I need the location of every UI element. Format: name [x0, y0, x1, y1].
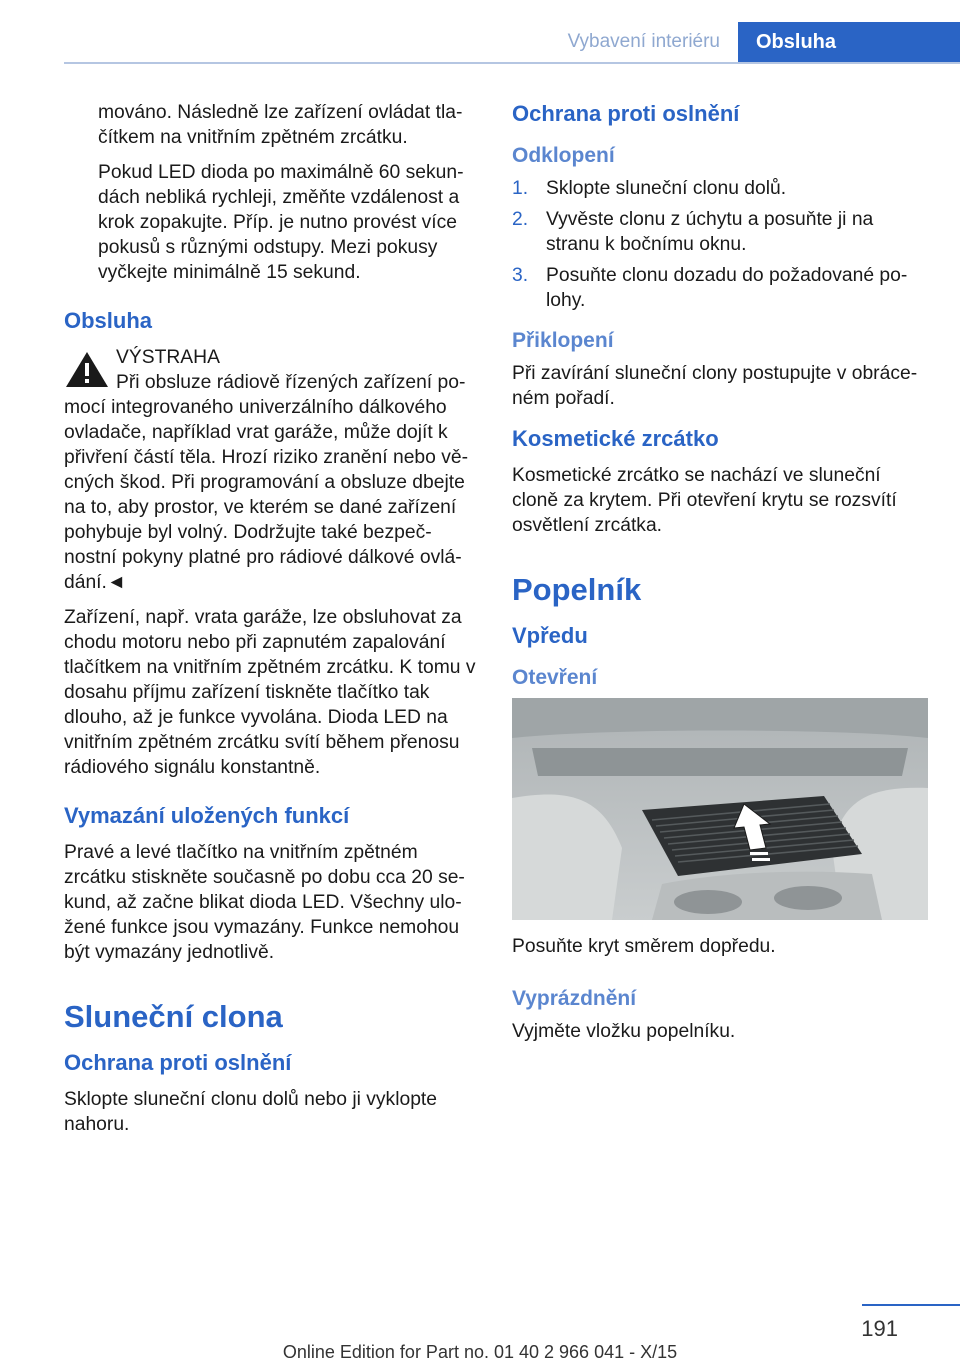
section-heading-ochrana: Ochrana proti oslnění	[64, 1050, 292, 1075]
paragraph: mováno. Následně lze zařízení ovládat tla- čítkem na vnitřním zpětném zrcátku.	[98, 102, 463, 148]
left-column	[64, 100, 484, 1147]
section-heading-ochrana: Ochrana proti oslnění	[512, 101, 740, 126]
step-text: Posuňte clonu dozadu do požadované po- lohy.	[546, 265, 908, 311]
step-number: 1.	[512, 178, 529, 199]
list-item	[512, 263, 932, 313]
step-text: Vyvěste clonu z úchytu a posuňte ji na stranu k bočnímu oknu.	[546, 209, 874, 255]
section-heading-kosmeticke: Kosmetické zrcátko	[512, 426, 719, 451]
list-item	[512, 176, 932, 201]
page-footer	[0, 1302, 960, 1362]
edition-note: Online Edition for Part no. 01 40 2 966 041 - X/15	[282, 1342, 678, 1362]
paragraph: Pravé a levé tlačítko na vnitřním zpětném zrcátku stiskněte současně po dobu cca 20 se- kund, až začne blikat dioda LED. Všechny ulo- žené funkce jsou vymazány. Funkce nemohou být vymazány jednotlivě.	[64, 842, 465, 963]
paragraph: Zařízení, např. vrata garáže, lze obsluhovat za chodu motoru nebo při zapnutém zapalování tlačítkem na vnitřním zpětném zrcátku. K tomu v dosahu příjmu zařízení tiskněte tlačítko tak dlouho, až je funkce vyvolána. Dioda LED na vnitřním zpětném zrcátku svítí během přenosu rádiového signálu konstantně.	[64, 607, 476, 778]
section-heading-vymazani: Vymazání uložených funkcí	[64, 803, 350, 828]
paragraph: Pokud LED dioda po maximálně 60 sekun- dách nebliká rychleji, změňte vzdálenost a krok zopakujte. Příp. je nutno provést více pokusů s různými odstupy. Mezi pokusy vyčkejte minimálně 15 sekund.	[98, 162, 464, 283]
ashtray-illustration	[512, 698, 928, 920]
warning-text: Při obsluze rádiově řízených zařízení po- mocí integrovaného univerzálního dálkového ovladače, například vrat garáže, může dojít k přivření částí těla. Hrozí riziko zranění nebo vě- cných škod. Při programování a obsluze dbejte na to, aby prostor, ve kterém se dané zařízení pohybuje byl volný. Dodržujte také bezpeč- nostní pokyny platné pro rádiové dálkové ovlá- dání.◄	[64, 372, 469, 593]
subheading-priklopeni: Přiklopení	[512, 329, 614, 352]
chapter-heading-popelnik: Popelník	[512, 572, 642, 607]
right-column	[512, 100, 932, 1054]
page-number: 191	[861, 1316, 898, 1341]
list-item	[512, 207, 932, 257]
step-text: Sklopte sluneční clonu dolů.	[546, 178, 787, 199]
paragraph: Při zavírání sluneční clony postupujte v obráce- ném pořadí.	[512, 363, 918, 409]
header-chapter-tab: Obsluha	[738, 22, 960, 62]
section-heading-vpredu: Vpředu	[512, 623, 588, 648]
step-number: 2.	[512, 209, 529, 230]
page-header	[64, 22, 960, 62]
header-rule	[64, 62, 960, 64]
step-number: 3.	[512, 265, 529, 286]
warning-icon	[64, 349, 110, 389]
subheading-otevreni: Otevření	[512, 666, 598, 689]
paragraph: Kosmetické zrcátko se nachází ve sluneční cloně za krytem. Při otevření krytu se rozsvítí osvětlení zrcátka.	[512, 465, 897, 536]
subheading-vyprazdneni: Vyprázdnění	[512, 987, 637, 1010]
footer-rule	[862, 1304, 960, 1306]
header-section-title: Vybavení interiéru	[567, 31, 720, 52]
paragraph: Sklopte sluneční clonu dolů nebo ji vyklopte nahoru.	[64, 1089, 438, 1135]
paragraph: Vyjměte vložku popelníku.	[512, 1021, 736, 1042]
steps-list	[512, 176, 932, 313]
subheading-odklopeni: Odklopení	[512, 144, 615, 167]
paragraph: Posuňte kryt směrem dopředu.	[512, 936, 776, 957]
chapter-heading-slunecni-clona: Sluneční clona	[64, 999, 283, 1034]
warning-block	[64, 345, 484, 595]
warning-title: VÝSTRAHA	[116, 347, 220, 368]
section-heading-obsluha: Obsluha	[64, 308, 153, 333]
